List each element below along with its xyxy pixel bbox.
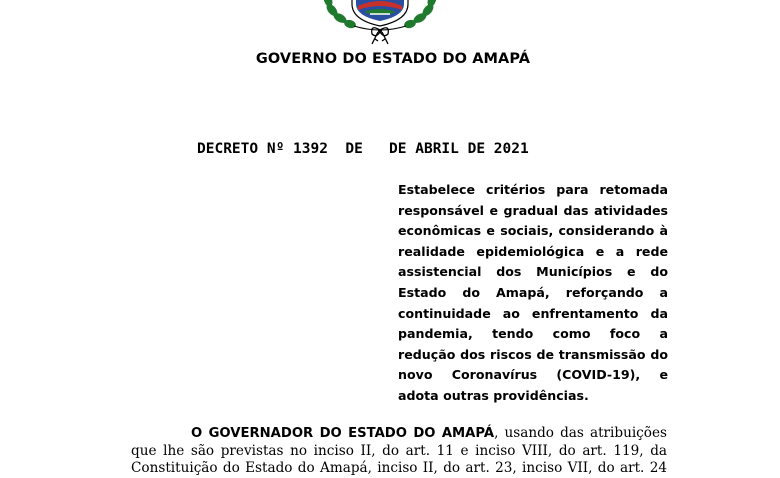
- summary-line: pandemia, tendo como foco a: [398, 326, 668, 342]
- summary-line: continuidade ao enfrentamento da: [398, 305, 668, 321]
- summary-line: realidade epidemiológica e a rede: [398, 243, 668, 259]
- summary-line: responsável e gradual das atividades: [398, 202, 668, 218]
- body-line: [131, 425, 667, 443]
- body-line: Constituição do Estado do Amapá, inciso II, do art. 23, inciso VII, do art. 24: [131, 460, 667, 476]
- government-title: GOVERNO DO ESTADO DO AMAPÁ: [255, 51, 531, 67]
- summary-line: novo Coronavírus (COVID-19), e: [398, 367, 668, 383]
- summary-line: econômicas e sociais, considerando à: [398, 223, 668, 239]
- summary-line: redução dos riscos de transmissão do: [398, 346, 668, 362]
- body-line-text: , usando das atribuições: [494, 425, 667, 441]
- decree-summary: [398, 180, 668, 407]
- summary-line: Estado do Amapá, reforçando a: [398, 284, 668, 300]
- summary-line: adota outras providências.: [398, 387, 589, 403]
- summary-line: assistencial dos Municípios e do: [398, 264, 668, 280]
- summary-line: Estabelece critérios para retomada: [398, 182, 668, 197]
- governor-label: O GOVERNADOR DO ESTADO DO AMAPÁ: [191, 426, 495, 441]
- coat-of-arms-icon: [318, 0, 442, 48]
- body-line: que lhe são previstas no inciso II, do art. 11 e inciso VIII, do art. 119, da: [131, 442, 667, 459]
- decree-title: DECRETO Nº 1392 DE DE ABRIL DE 2021: [197, 141, 529, 157]
